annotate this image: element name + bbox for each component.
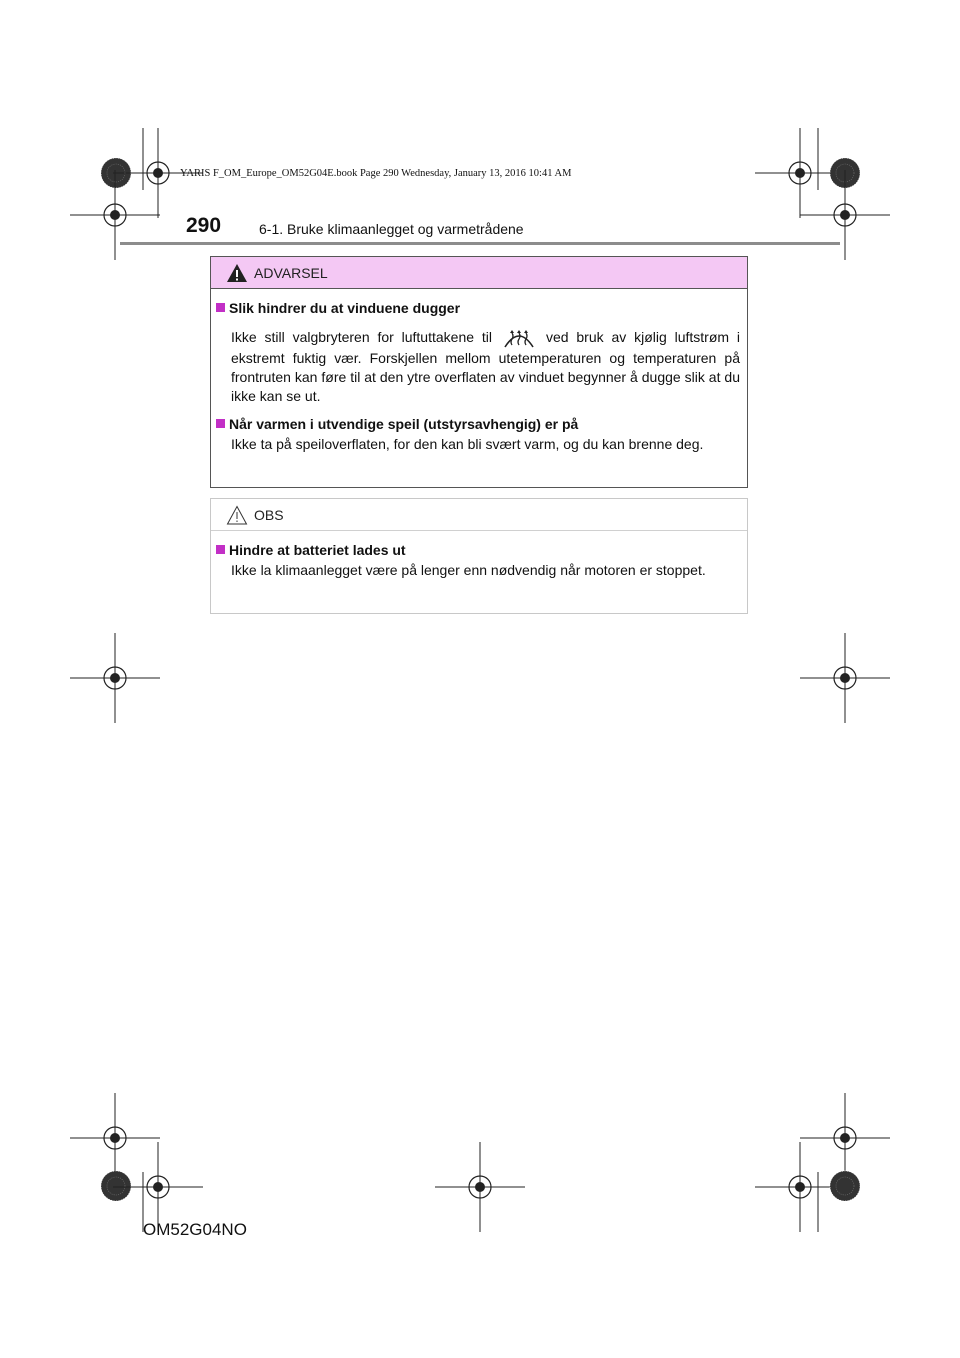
warning-label: ADVARSEL: [254, 265, 328, 281]
notice-box-header: [211, 499, 747, 531]
warning-triangle-outline-icon: [226, 505, 248, 525]
notice-item-title: Hindre at batteriet lades ut: [229, 542, 406, 558]
warning-box: [210, 256, 748, 488]
page-number: 290: [186, 214, 222, 237]
bullet-square: [216, 303, 225, 312]
notice-box: [210, 498, 748, 614]
warning-item-title: Slik hindrer du at vinduene dugger: [229, 300, 461, 316]
warning-box-header: [211, 257, 747, 289]
warning-item-fog: [216, 299, 740, 406]
windshield-defroster-icon: [502, 327, 536, 349]
notice-item-body: Ikke la klimaanlegget være på lenger enn nødvendig når motoren er stoppet.: [231, 562, 706, 578]
warning-item-body-end: ved bruk av kjølig luftstrøm i ekstremt fuktig vær. Forskjellen mellom utetemperaturen og temperaturen på frontruten kan føre til at den ytre overflaten av vinduet begynner å dugge slik at du ikke kan se ut.: [231, 329, 740, 404]
bullet-square: [216, 419, 225, 428]
print-info: YARIS F_OM_Europe_OM52G04E.book Page 290 Wednesday, January 13, 2016 10:41 AM: [180, 168, 572, 179]
warning-triangle-filled-icon: [226, 263, 248, 283]
warning-item-body-start: Ikke still valgbryteren for luftuttakene til: [231, 329, 492, 345]
warning-item-title: Når varmen i utvendige speil (utstyrsavhengig) er på: [229, 416, 579, 432]
bullet-square: [216, 545, 225, 554]
footer-code: OM52G04NO: [143, 1220, 247, 1239]
notice-label: OBS: [254, 507, 284, 523]
section-title: 6-1. Bruke klimaanlegget og varmetrådene: [259, 221, 524, 237]
warning-item-body: Ikke ta på speiloverflaten, for den kan bli svært varm, og du kan brenne deg.: [231, 436, 704, 452]
notice-item-battery: [216, 541, 740, 580]
header-rule: [120, 242, 840, 245]
warning-item-mirror: [216, 415, 740, 454]
